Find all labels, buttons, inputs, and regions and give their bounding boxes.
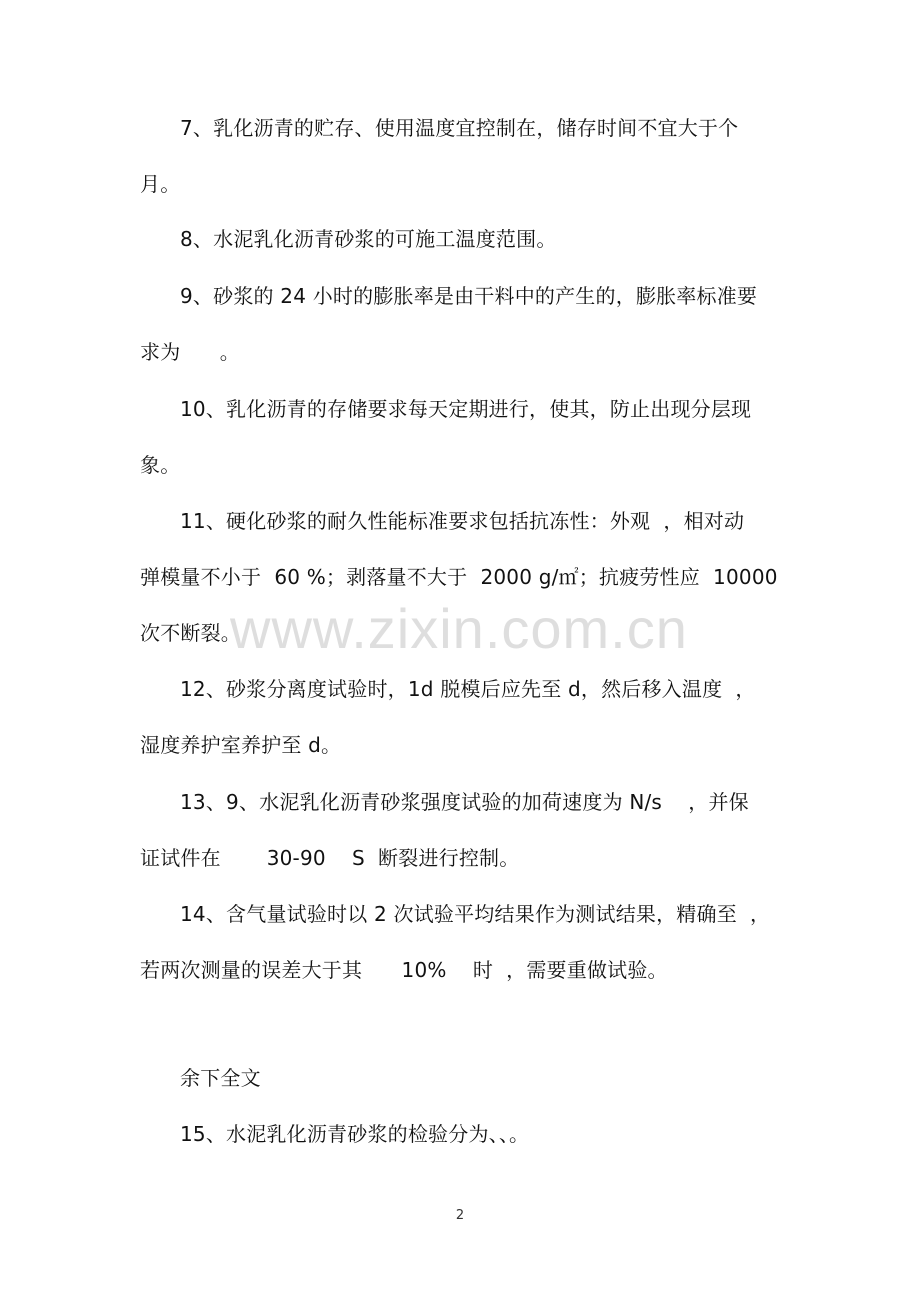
text-line: 10、乳化沥青的存储要求每天定期进行，使其，防止出现分层现 [180, 397, 752, 421]
text-line: 次不断裂。 [140, 621, 241, 645]
text-line: 湿度养护室养护至 d。 [140, 733, 342, 757]
text-line: 象。 [140, 453, 181, 477]
watermark: www.zixin.com.cn [230, 597, 688, 660]
text-line: 月。 [140, 172, 181, 196]
text-line: 求为 。 [140, 340, 240, 364]
text-line: 证试件在 30-90 S 断裂进行控制。 [140, 846, 520, 870]
text-line: 7、乳化沥青的贮存、使用温度宜控制在，储存时间不宜大于个 [180, 116, 739, 140]
page-number: 2 [455, 1208, 465, 1223]
read-more-label: 余下全文 [180, 1066, 261, 1090]
text-line: 弹模量不小于 60 %；剥落量不大于 2000 g/㎡；抗疲劳性应 10000 [140, 565, 778, 589]
text-line: 9、砂浆的 24 小时的膨胀率是由干料中的产生的，膨胀率标准要 [180, 284, 758, 308]
text-line: 13、9、水泥乳化沥青砂浆强度试验的加荷速度为 N/s ，并保 [180, 790, 749, 814]
text-line: 14、含气量试验时以 2 次试验平均结果作为测试结果，精确至 ， [180, 902, 771, 926]
text-line: 15、水泥乳化沥青砂浆的检验分为、、。 [180, 1122, 530, 1146]
text-line: 11、硬化砂浆的耐久性能标准要求包括抗冻性：外观 ，相对动 [180, 509, 745, 533]
text-line: 12、砂浆分离度试验时，1d 脱模后应先至 d，然后移入温度 ， [180, 677, 756, 701]
text-line: 8、水泥乳化沥青砂浆的可施工温度范围。 [180, 227, 557, 251]
text-line: 若两次测量的误差大于其 10% 时 ，需要重做试验。 [140, 958, 668, 982]
